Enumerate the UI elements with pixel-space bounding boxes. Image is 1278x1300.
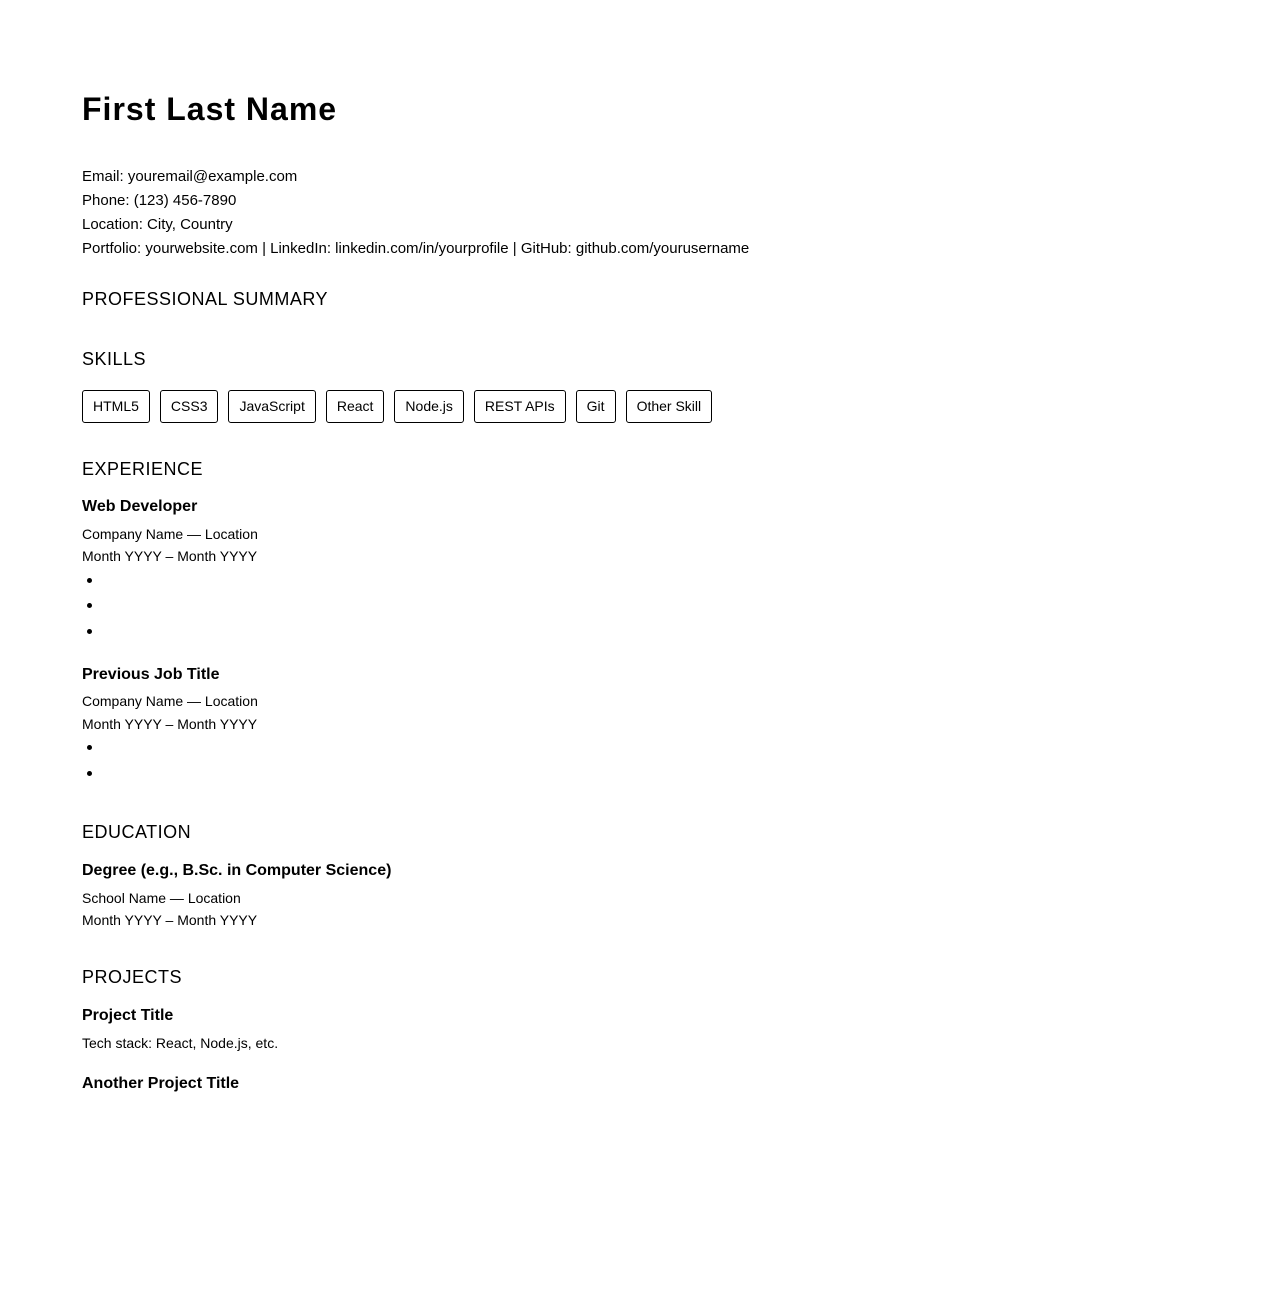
skill-tag: Git xyxy=(576,390,616,423)
section-title-experience: EXPERIENCE xyxy=(82,459,204,479)
skill-tag: React xyxy=(326,390,385,423)
section-title-summary: PROFESSIONAL SUMMARY xyxy=(82,289,329,309)
project-title: Another Project Title xyxy=(82,1075,240,1092)
skills-list xyxy=(82,390,712,423)
skill-tag: Node.js xyxy=(394,390,463,423)
skill-tag: REST APIs xyxy=(474,390,566,423)
skill-tag: JavaScript xyxy=(228,390,315,423)
bullet-icon xyxy=(87,578,92,583)
contact-info xyxy=(82,165,749,261)
job-dates: Month YYYY – Month YYYY xyxy=(82,548,258,564)
job-title: Previous Job Title xyxy=(82,666,220,683)
school-name: School Name — Location xyxy=(82,890,241,906)
candidate-name: First Last Name xyxy=(82,91,338,127)
section-title-skills: SKILLS xyxy=(82,349,147,369)
contact-email: Email: youremail@example.com xyxy=(82,168,298,185)
job-company: Company Name — Location xyxy=(82,526,258,542)
contact-location: Location: City, Country xyxy=(82,216,233,233)
contact-links: Portfolio: yourwebsite.com | LinkedIn: linkedin.com/in/yourprofile | GitHub: github.com/yourusername xyxy=(82,240,750,257)
bullet-icon xyxy=(87,771,92,776)
project-stack: Tech stack: React, Node.js, etc. xyxy=(82,1035,279,1051)
section-title-projects: PROJECTS xyxy=(82,967,183,987)
skill-tag: Other Skill xyxy=(626,390,713,423)
bullet-icon xyxy=(87,745,92,750)
degree-title: Degree (e.g., B.Sc. in Computer Science) xyxy=(82,862,392,879)
job-dates: Month YYYY – Month YYYY xyxy=(82,716,258,732)
skill-tag: CSS3 xyxy=(160,390,219,423)
bullet-icon xyxy=(87,629,92,634)
skill-tag: HTML5 xyxy=(82,390,150,423)
bullet-icon xyxy=(87,603,92,608)
job-title: Web Developer xyxy=(82,498,198,515)
education-dates: Month YYYY – Month YYYY xyxy=(82,912,258,928)
contact-phone: Phone: (123) 456-7890 xyxy=(82,192,237,209)
section-title-education: EDUCATION xyxy=(82,822,192,842)
project-title: Project Title xyxy=(82,1007,174,1024)
job-company: Company Name — Location xyxy=(82,693,258,709)
